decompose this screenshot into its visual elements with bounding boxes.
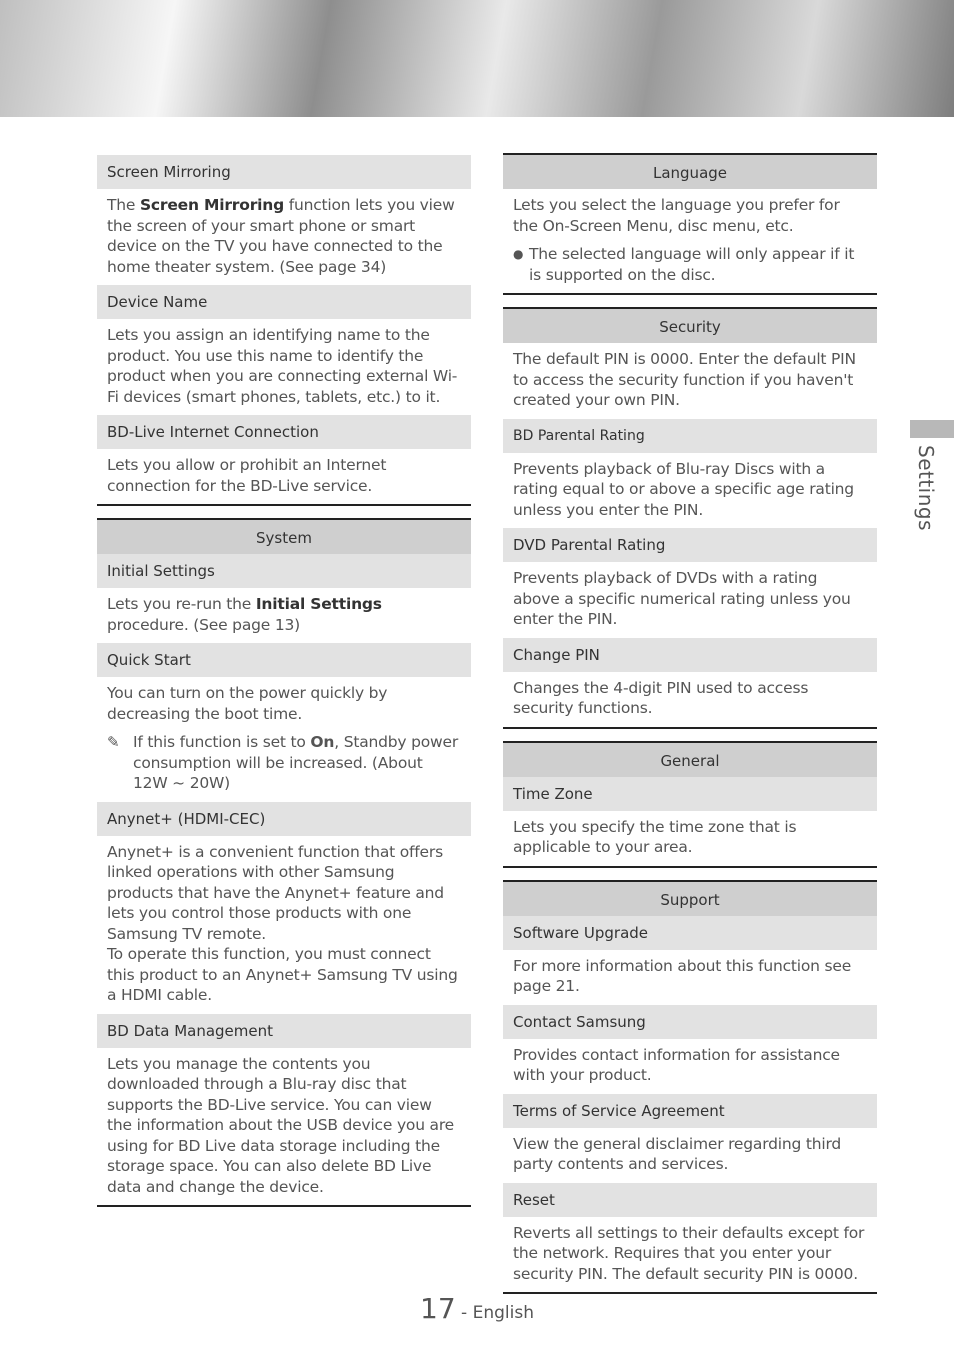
bullet-icon: ●	[513, 247, 524, 261]
page-number: 17	[420, 1292, 456, 1325]
dvd-parental-description: Prevents playback of DVDs with a rating above a specific numerical rating unless you enter the PIN.	[513, 569, 851, 628]
bd-data-heading: BD Data Management	[97, 1014, 471, 1048]
quick-start-note: ✎ If this function is set to On, Standby power consumption will be increased. (About 12W ~ 20W)	[107, 733, 459, 792]
footer-language: - English	[455, 1303, 534, 1323]
bd-data-description: Lets you manage the contents you downloaded through a Blu-ray disc that supports the BD-Live service. You can view the information about the USB device you are using for BD Live data storage including the storage space. You can also delete BD Live data and change the device.	[97, 1048, 471, 1208]
security-description: The default PIN is 0000. Enter the default PIN to access the security function if you haven't created your own PIN.	[513, 350, 856, 409]
left-column	[97, 155, 471, 1207]
software-upgrade-description: For more information about this function see page 21.	[513, 956, 852, 995]
language-section-title: Language	[503, 153, 877, 189]
terms-heading: Terms of Service Agreement	[503, 1094, 877, 1128]
pencil-note-icon: ✎	[107, 733, 120, 751]
security-section-title: Security	[503, 307, 877, 343]
reset-heading: Reset	[503, 1183, 877, 1217]
screen-mirroring-heading: Screen Mirroring	[97, 155, 471, 189]
language-bullet: ● The selected language will only appear if it is supported on the disc.	[503, 244, 877, 295]
reset-description: Reverts all settings to their defaults except for the network. Requires that you enter your security PIN. The default security PIN is 0000.	[503, 1217, 877, 1295]
anynet-heading: Anynet+ (HDMI-CEC)	[97, 802, 471, 836]
bd-live-heading: BD-Live Internet Connection	[97, 415, 471, 449]
initial-settings-heading: Initial Settings	[97, 554, 471, 588]
quick-start-heading: Quick Start	[97, 643, 471, 677]
language-description: Lets you select the language you prefer for the On-Screen Menu, disc menu, etc.	[513, 196, 840, 235]
time-zone-description: Lets you specify the time zone that is applicable to your area.	[503, 811, 877, 868]
time-zone-heading: Time Zone	[503, 777, 877, 811]
screen-mirroring-description: The Screen Mirroring function lets you view the screen of your smart phone or smart device on the TV you have connected to the home theater system. (See page 34)	[107, 196, 455, 276]
system-section-title: System	[97, 518, 471, 554]
quick-start-description: You can turn on the power quickly by decreasing the boot time.	[107, 684, 388, 723]
page-footer	[0, 1292, 954, 1325]
bd-live-description: Lets you allow or prohibit an Internet connection for the BD-Live service.	[97, 449, 471, 506]
terms-description: View the general disclaimer regarding third party contents and services.	[513, 1134, 841, 1173]
contact-samsung-heading: Contact Samsung	[503, 1005, 877, 1039]
support-section-title: Support	[503, 880, 877, 916]
device-name-description: Lets you assign an identifying name to the product. You use this name to identify the product when you are connecting external Wi-Fi devices (smart phones, tablets, etc.) to it.	[107, 326, 458, 406]
device-name-heading: Device Name	[97, 285, 471, 319]
software-upgrade-heading: Software Upgrade	[503, 916, 877, 950]
change-pin-heading: Change PIN	[503, 638, 877, 672]
change-pin-description: Changes the 4-digit PIN used to access security functions.	[503, 672, 877, 729]
bd-parental-description: Prevents playback of Blu-ray Discs with a rating equal to or above a specific age rating unless you enter the PIN.	[513, 459, 854, 519]
settings-side-tab	[910, 420, 954, 438]
anynet-description: Anynet+ is a convenient function that offers linked operations with other Samsung products that have the Anynet+ feature and lets you control those products with one Samsung TV remote. To operate this function, you must connect this product to an Anynet+ Samsung TV using a HDMI cable.	[107, 842, 458, 1004]
general-section-title: General	[503, 741, 877, 777]
bd-parental-heading: BD Parental Rating	[503, 419, 877, 453]
header-banner	[0, 0, 954, 117]
dvd-parental-heading: DVD Parental Rating	[503, 528, 877, 562]
contact-samsung-description: Provides contact information for assistance with your product.	[513, 1045, 840, 1084]
settings-side-label: Settings	[914, 445, 938, 532]
right-column	[503, 153, 877, 1294]
initial-settings-description: Lets you re-run the Initial Settings procedure. (See page 13)	[107, 595, 382, 634]
